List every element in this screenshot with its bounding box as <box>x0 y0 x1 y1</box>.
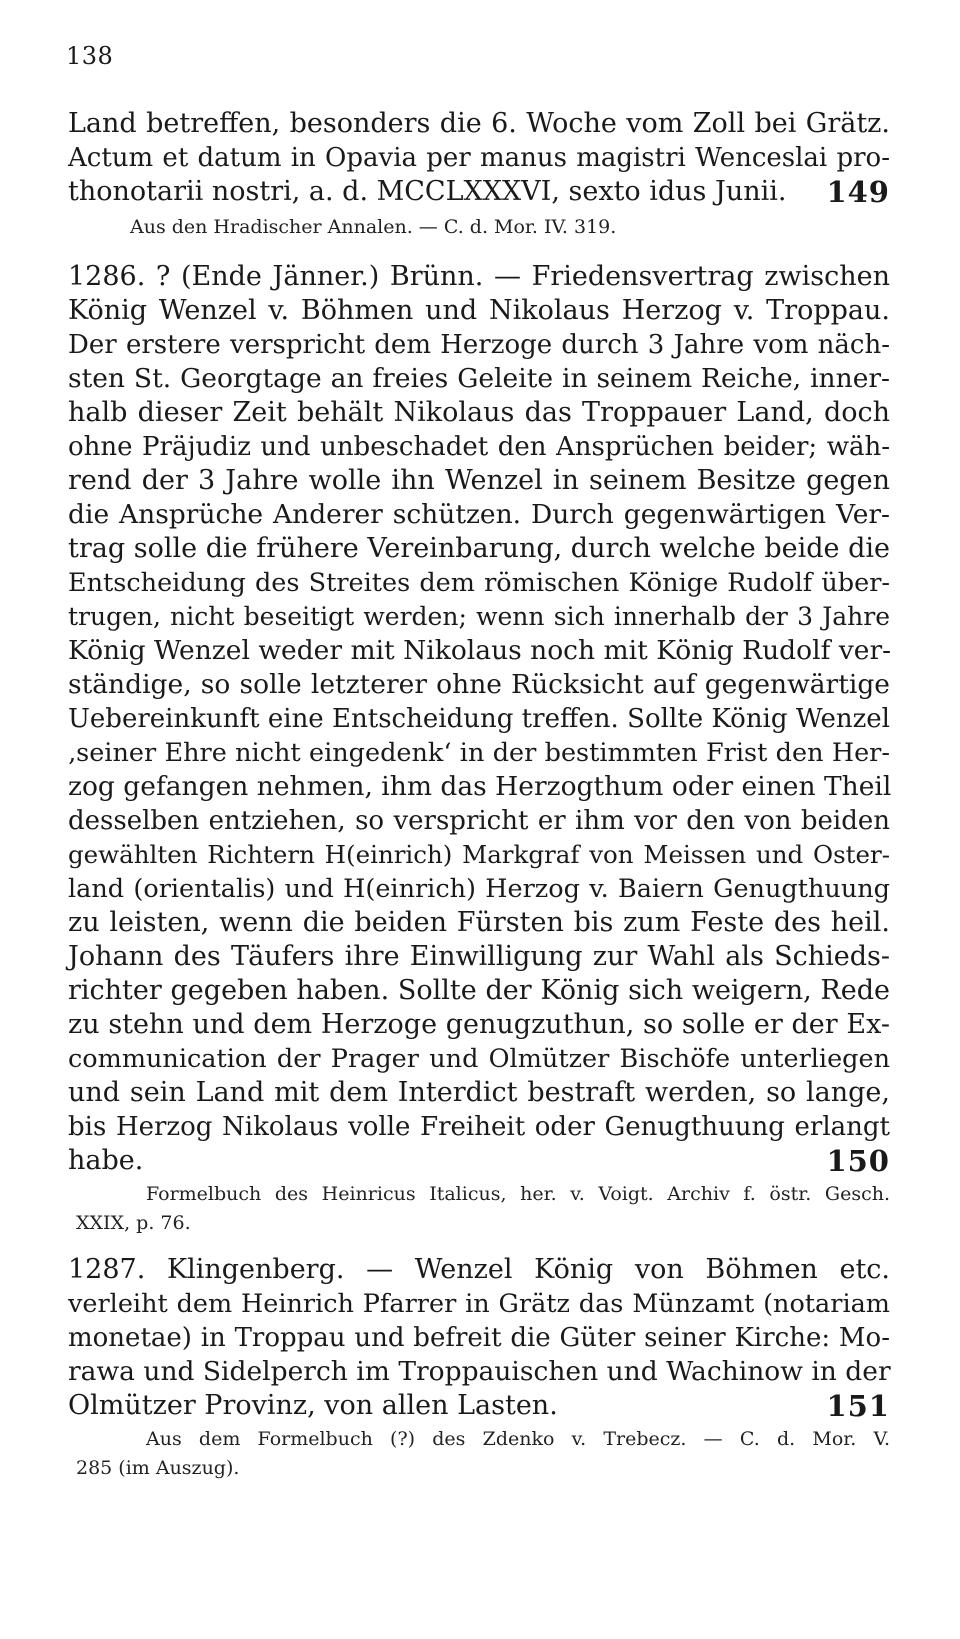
text-line: Der erstere verspricht dem Herzoge durch 3 Jahre vom näch- <box>68 330 890 360</box>
text-line: die Ansprüche Anderer schützen. Durch gegenwärtigen Ver- <box>68 499 890 530</box>
text-line: sten St. Georgtage an freies Geleite in seinem Reiche, inner- <box>68 363 890 394</box>
text-line: 1287. Klingenberg. — Wenzel König von Böhmen etc. <box>68 1254 890 1285</box>
text-line: habe. <box>68 1145 144 1176</box>
text-line: zu leisten, wenn die beiden Fürsten bis zum Feste des heil. <box>68 907 890 938</box>
text-line: halb dieser Zeit behält Nikolaus das Troppauer Land, doch <box>68 397 890 428</box>
text-line: trag solle die frühere Vereinbarung, durch welche beide die <box>68 533 890 564</box>
text-line: desselben entziehen, so verspricht er ihm vor den von beiden <box>68 806 890 836</box>
text-line: Entscheidung des Streites dem römischen Könige Rudolf über- <box>68 568 890 598</box>
text-line-with-number <box>68 1389 890 1423</box>
document-number: 151 <box>826 1389 890 1423</box>
text-line: zu stehn und dem Herzoge genugzuthun, so solle er der Ex- <box>68 1009 890 1040</box>
text-line: gewählten Richtern H(einrich) Markgraf von Meissen und Oster- <box>68 840 890 869</box>
text-line: rend der 3 Jahre wolle ihn Wenzel in seinem Besitze gegen <box>68 465 890 496</box>
document-number: 150 <box>826 1144 890 1178</box>
source-citation: Aus den Hradischer Annalen. — C. d. Mor. IV. 319. <box>130 216 617 238</box>
text-line-with-number <box>68 175 890 209</box>
text-line: zog gefangen nehmen, ihm das Herzogthum oder einen Theil <box>68 771 892 802</box>
text-line: Olmützer Provinz, von allen Lasten. <box>68 1390 558 1421</box>
text-line: land (orientalis) und H(einrich) Herzog v. Baiern Genugthuung <box>68 874 890 904</box>
source-citation: Aus dem Formelbuch (?) des Zdenko v. Trebecz. — C. d. Mor. V. <box>146 1428 890 1450</box>
text-line: ständige, so solle letzterer ohne Rücksicht auf gegenwärtige <box>68 669 890 700</box>
text-line: und sein Land mit dem Interdict bestraft werden, so lange, <box>68 1077 890 1108</box>
source-citation: XXIX, p. 76. <box>76 1212 191 1234</box>
text-line: König Wenzel v. Böhmen und Nikolaus Herzog v. Troppau. <box>68 295 890 326</box>
text-line: Land betreffen, besonders die 6. Woche vom Zoll bei Grätz. <box>68 108 890 139</box>
text-line-with-number <box>68 1144 890 1178</box>
source-citation: 285 (im Auszug). <box>76 1457 240 1479</box>
page-number: 138 <box>66 42 114 70</box>
source-citation: Formelbuch des Heinricus Italicus, her. v. Voigt. Archiv f. östr. Gesch. <box>146 1183 890 1205</box>
text-line: monetae) in Troppau und befreit die Güter seiner Kirche: Mo- <box>68 1323 890 1353</box>
text-line: richter gegeben haben. Sollte der König sich weigern, Rede <box>68 975 890 1006</box>
text-line: König Wenzel weder mit Nikolaus noch mit König Rudolf ver- <box>68 635 892 666</box>
document-number: 149 <box>826 175 890 209</box>
text-line: communication der Prager und Olmützer Bischöfe unterliegen <box>68 1044 890 1074</box>
text-line: Johann des Täufers ihre Einwilligung zur Wahl als Schieds- <box>68 941 890 972</box>
text-line: verleiht dem Heinrich Pfarrer in Grätz das Münzamt (notariam <box>68 1289 890 1319</box>
text-line: 1286. ? (Ende Jänner.) Brünn. — Friedensvertrag zwischen <box>68 261 890 292</box>
text-line: rawa und Sidelperch im Troppauischen und Wachinow in der <box>68 1356 891 1387</box>
text-line: Actum et datum in Opavia per manus magistri Wenceslai pro- <box>68 143 890 173</box>
text-line: trugen, nicht beseitigt werden; wenn sich innerhalb der 3 Jahre <box>68 602 890 631</box>
text-line: thonotarii nostri, a. d. MCCLXXXVI, sexto idus Junii. <box>68 176 787 207</box>
text-line: ohne Präjudiz und unbeschadet den Ansprüchen beider; wäh- <box>68 432 890 462</box>
text-line: Uebereinkunft eine Entscheidung treffen. Sollte König Wenzel <box>68 704 890 734</box>
text-line: bis Herzog Nikolaus volle Freiheit oder Genugthuung erlangt <box>68 1112 890 1142</box>
text-line: ‚seiner Ehre nicht eingedenk‘ in der bestimmten Frist den Her- <box>68 738 890 768</box>
